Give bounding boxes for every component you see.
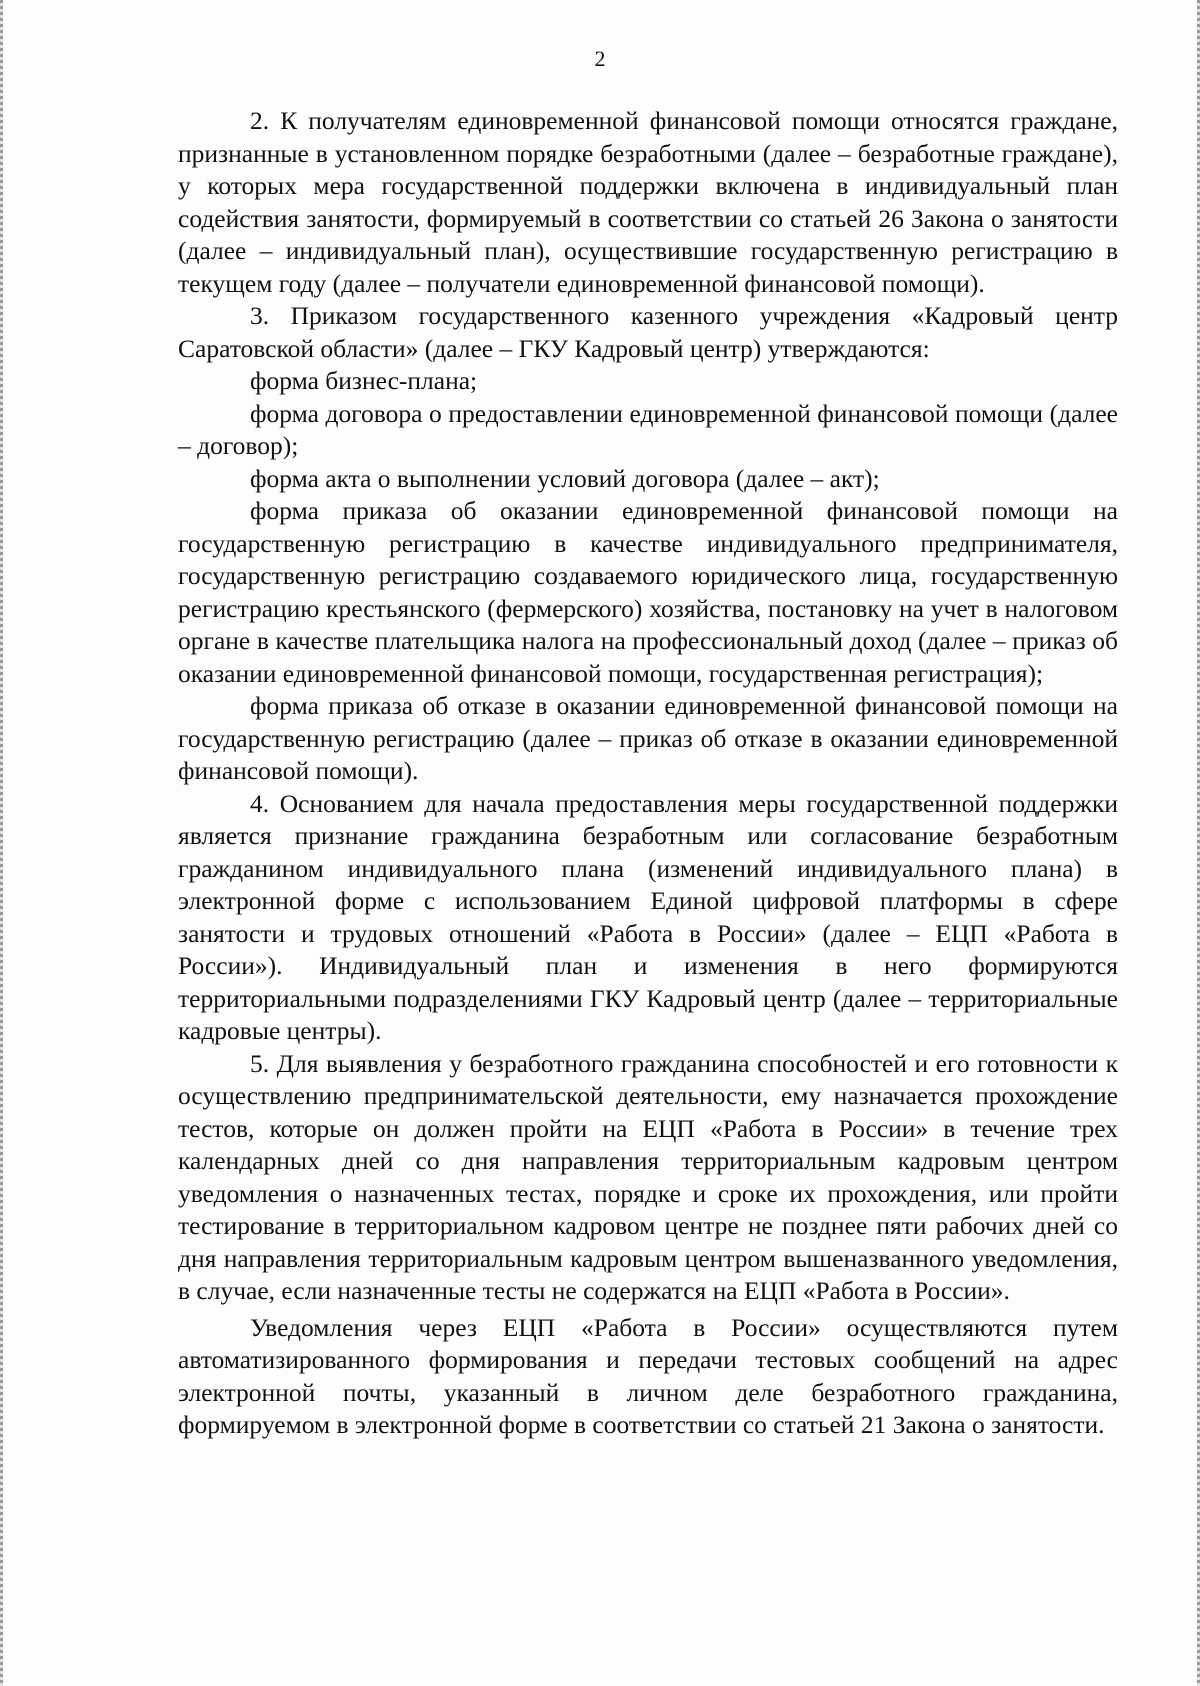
paragraph-item-3-order: 3. Приказом государственного казенного учреждения «Кадровый центр Саратовской области» (далее – ГКУ Кадровый центр) утверждаются: bbox=[178, 301, 1118, 363]
paragraph-refusal-order-form: форма приказа об отказе в оказании единовременной финансовой помощи на государственную регистрацию (далее – приказ об отказе в оказании единовременной финансовой помощи). bbox=[178, 691, 1118, 785]
page-number: 2 bbox=[594, 46, 606, 71]
paragraph-notifications: Уведомления через ЕЦП «Работа в России» осуществляются путем автоматизированного формирования и передачи тестовых сообщений на адрес электронной почты, указанный в личном деле безработного гражданина, формируемом в электронной форме в соответствии со статьей 21 Закона о занятости. bbox=[178, 1312, 1118, 1439]
document-body bbox=[178, 105, 1118, 1442]
paragraph-item-4-basis: 4. Основанием для начала предоставления меры государственной поддержки является признание гражданина безработным или согласование безработным гражданином индивидуального плана (изменений индивидуального плана) в электронной форме с использованием Единой цифровой платформы в сфере занятости и трудовых отношений «Работа в России» (далее – ЕЦП «Работа в России»). Индивидуальный план и изменения в него формируются территориальными подразделениями ГКУ Кадровый центр (далее – территориальные кадровые центры). bbox=[178, 788, 1118, 1045]
paragraph-item-2-recipients: 2. К получателям единовременной финансовой помощи относятся граждане, признанные в установленном порядке безработными (далее – безработные граждане), у которых мера государственной поддержки включена в индивидуальный план содействия занятости, формируемый в соответствии со статьей 26 Закона о занятости (далее – индивидуальный план), осуществившие государственную регистрацию в текущем году (далее – получатели единовременной финансовой помощи). bbox=[178, 106, 1118, 298]
paragraph-act-form: форма акта о выполнении условий договора (далее – акт); bbox=[250, 463, 880, 493]
paragraph-contract-form: форма договора о предоставлении единовременной финансовой помощи (далее – договор); bbox=[178, 398, 1118, 460]
paragraph-item-5-tests: 5. Для выявления у безработного гражданина способностей и его готовности к осуществлению предпринимательской деятельности, ему назначается прохождение тестов, которые он должен пройти на ЕЦП «Работа в России» в течение трех календарных дней со дня направления территориальным кадровым центром уведомления о назначенных тестах, порядке и сроке их прохождения, или пройти тестирование в территориальном кадровом центре не позднее пяти рабочих дней со дня направления территориальным кадровым центром вышеназванного уведомления, в случае, если назначенные тесты не содержатся на ЕЦП «Работа в России». bbox=[178, 1048, 1118, 1305]
paragraph-assistance-order-form: форма приказа об оказании единовременной финансовой помощи на государственную регистрацию в качестве индивидуального предпринимателя, государственную регистрацию создаваемого юридического лица, государственную регистрацию крестьянского (фермерского) хозяйства, постановку на учет в налоговом органе в качестве плательщика налога на профессиональный доход (далее – приказ об оказании единовременной финансовой помощи, государственная регистрация); bbox=[178, 496, 1118, 688]
scan-edge-left bbox=[0, 0, 3, 1686]
paragraph-business-plan-form: форма бизнес-плана; bbox=[250, 366, 478, 395]
